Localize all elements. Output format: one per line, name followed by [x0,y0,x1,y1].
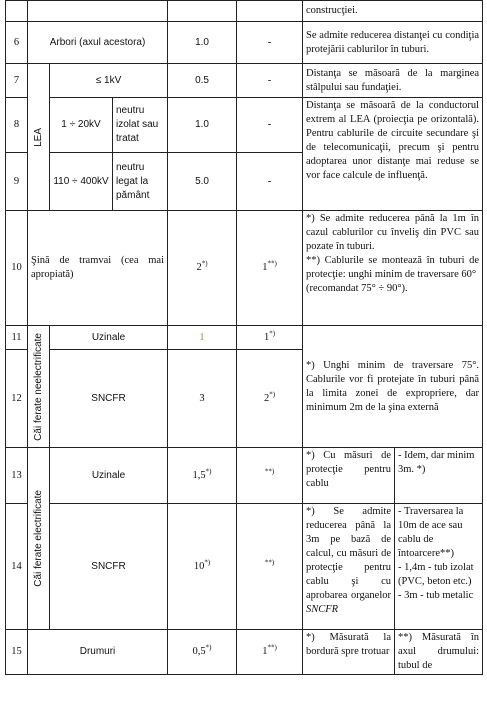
group-label-text: LEA [32,127,44,147]
element-name: ≤ 1kV [50,64,168,98]
distance-value: 1.0 [168,98,237,153]
element-name: 1 ÷ 20kV [50,98,113,153]
sub-element: neutru legat la pământ [113,153,168,211]
table-row [6,630,483,675]
distance-value: 10*) [168,504,237,630]
distance-value: 5.0 [168,153,237,211]
element-name: Şină de tramvai (cea mai apropiată) [28,211,168,326]
crossing-value: 2*) [237,350,303,448]
crossing-value: **) [237,504,303,630]
note-cell: *) Măsurată la bordură spre trotuar [303,630,395,675]
table-row [6,98,483,153]
row-number: 7 [6,64,28,98]
row-number: 11 [6,326,28,350]
row-number: 9 [6,153,28,211]
group-label-lea [28,64,50,211]
row-number: 10 [6,211,28,326]
table-row [6,22,483,64]
table-row [6,448,483,504]
row-number: 8 [6,98,28,153]
element-name: SNCFR [50,350,168,448]
crossing-value: - [237,64,303,98]
distance-value: 1 [168,326,237,350]
element-name: Uzinale [50,326,168,350]
note-cell: Distanţa se măsoară de la conductorul extrem al LEA (proiecţia pe orizontală). Pentru cablurile de circuite secundare şi de telecomunicaţii, precum şi pentru adoptarea unor distanţe mai reduse se vor face calcule de influenţă. [303,98,483,211]
distance-value: 1,5*) [168,448,237,504]
crossing-value: 1**) [237,630,303,675]
note-cell: *) Cu măsuri de protecţie pentru cablu [303,448,395,504]
table-row [6,211,483,326]
crossing-value: - [237,22,303,64]
group-label-text: Căi ferate neelectrificate [32,332,44,441]
distance-value: 0.5 [168,64,237,98]
sub-element: neutru izolat sau tratat [113,98,168,153]
note-paragraph: - Traversarea la 10m de ace sau cablu de întoarcere**) [398,506,464,559]
note-cell: - Idem, dar minim 3m. *) [395,448,483,504]
crossing-value: **) [237,448,303,504]
row-number: 6 [6,22,28,64]
note-cell [395,504,483,630]
row-number: 15 [6,630,28,675]
row-number: 12 [6,350,28,448]
element-name: Drumuri [28,630,168,675]
note-paragraph: **) Cablurile se montează în tuburi de protecţie: unghi minim de traversare 60° [306,255,480,280]
crossing-value: - [237,153,303,211]
crossing-value: - [237,98,303,153]
group-label-electrificate [28,448,50,630]
note-paragraph: (recomandat 75° ÷ 90°). [306,283,408,294]
note-cell: *) Unghi minim de traversare 75°. Cablurile vor fi protejate în tuburi până la limita zonei de expropriere, dar minimum 2m de la şina externă [303,326,483,448]
element-name: SNCFR [50,504,168,630]
row-number: 13 [6,448,28,504]
note-cell [303,211,483,326]
table-row [6,1,483,22]
element-name: 110 ÷ 400kV [50,153,113,211]
cable-distance-table [5,0,483,675]
element-name: Arbori (axul acestora) [28,22,168,64]
note-paragraph: - 1,4m - tub izolat (PVC, beton etc.) [398,562,474,587]
note-paragraph: - 3m - tub metalic [398,590,474,601]
distance-value: 2*) [168,211,237,326]
distance-value: 0,5*) [168,630,237,675]
crossing-value: 1**) [237,211,303,326]
note-cell: *) Se admite reducerea până la 3m pe bază de calcul, cu măsuri de protecţie pentru cablu şi cu aprobarea organelor SNCFR [303,504,395,630]
table-row [6,64,483,98]
table-row [6,326,483,350]
note-cell: construcţiei. [303,1,483,22]
note-cell: Distanţa se măsoară de la marginea stâlpului sau fundaţiei. [303,64,483,98]
distance-value: 1.0 [168,22,237,64]
crossing-value: 1*) [237,326,303,350]
element-name: Uzinale [50,448,168,504]
note-cell: Se admite reducerea distanţei cu condiţia protejării cablurilor în tuburi. [303,22,483,64]
row-number: 14 [6,504,28,630]
note-cell: **) Măsurată în axul drumului: tubul de [395,630,483,675]
table-row [6,504,483,630]
note-paragraph: *) Se admite reducerea până la 1m în cazul cablurilor cu înveliş din PVC sau pozate în tuburi. [306,213,480,252]
group-label-text: Căi ferate electrificate [32,490,44,587]
group-label-neelectrificate [28,326,50,448]
distance-value: 3 [168,350,237,448]
